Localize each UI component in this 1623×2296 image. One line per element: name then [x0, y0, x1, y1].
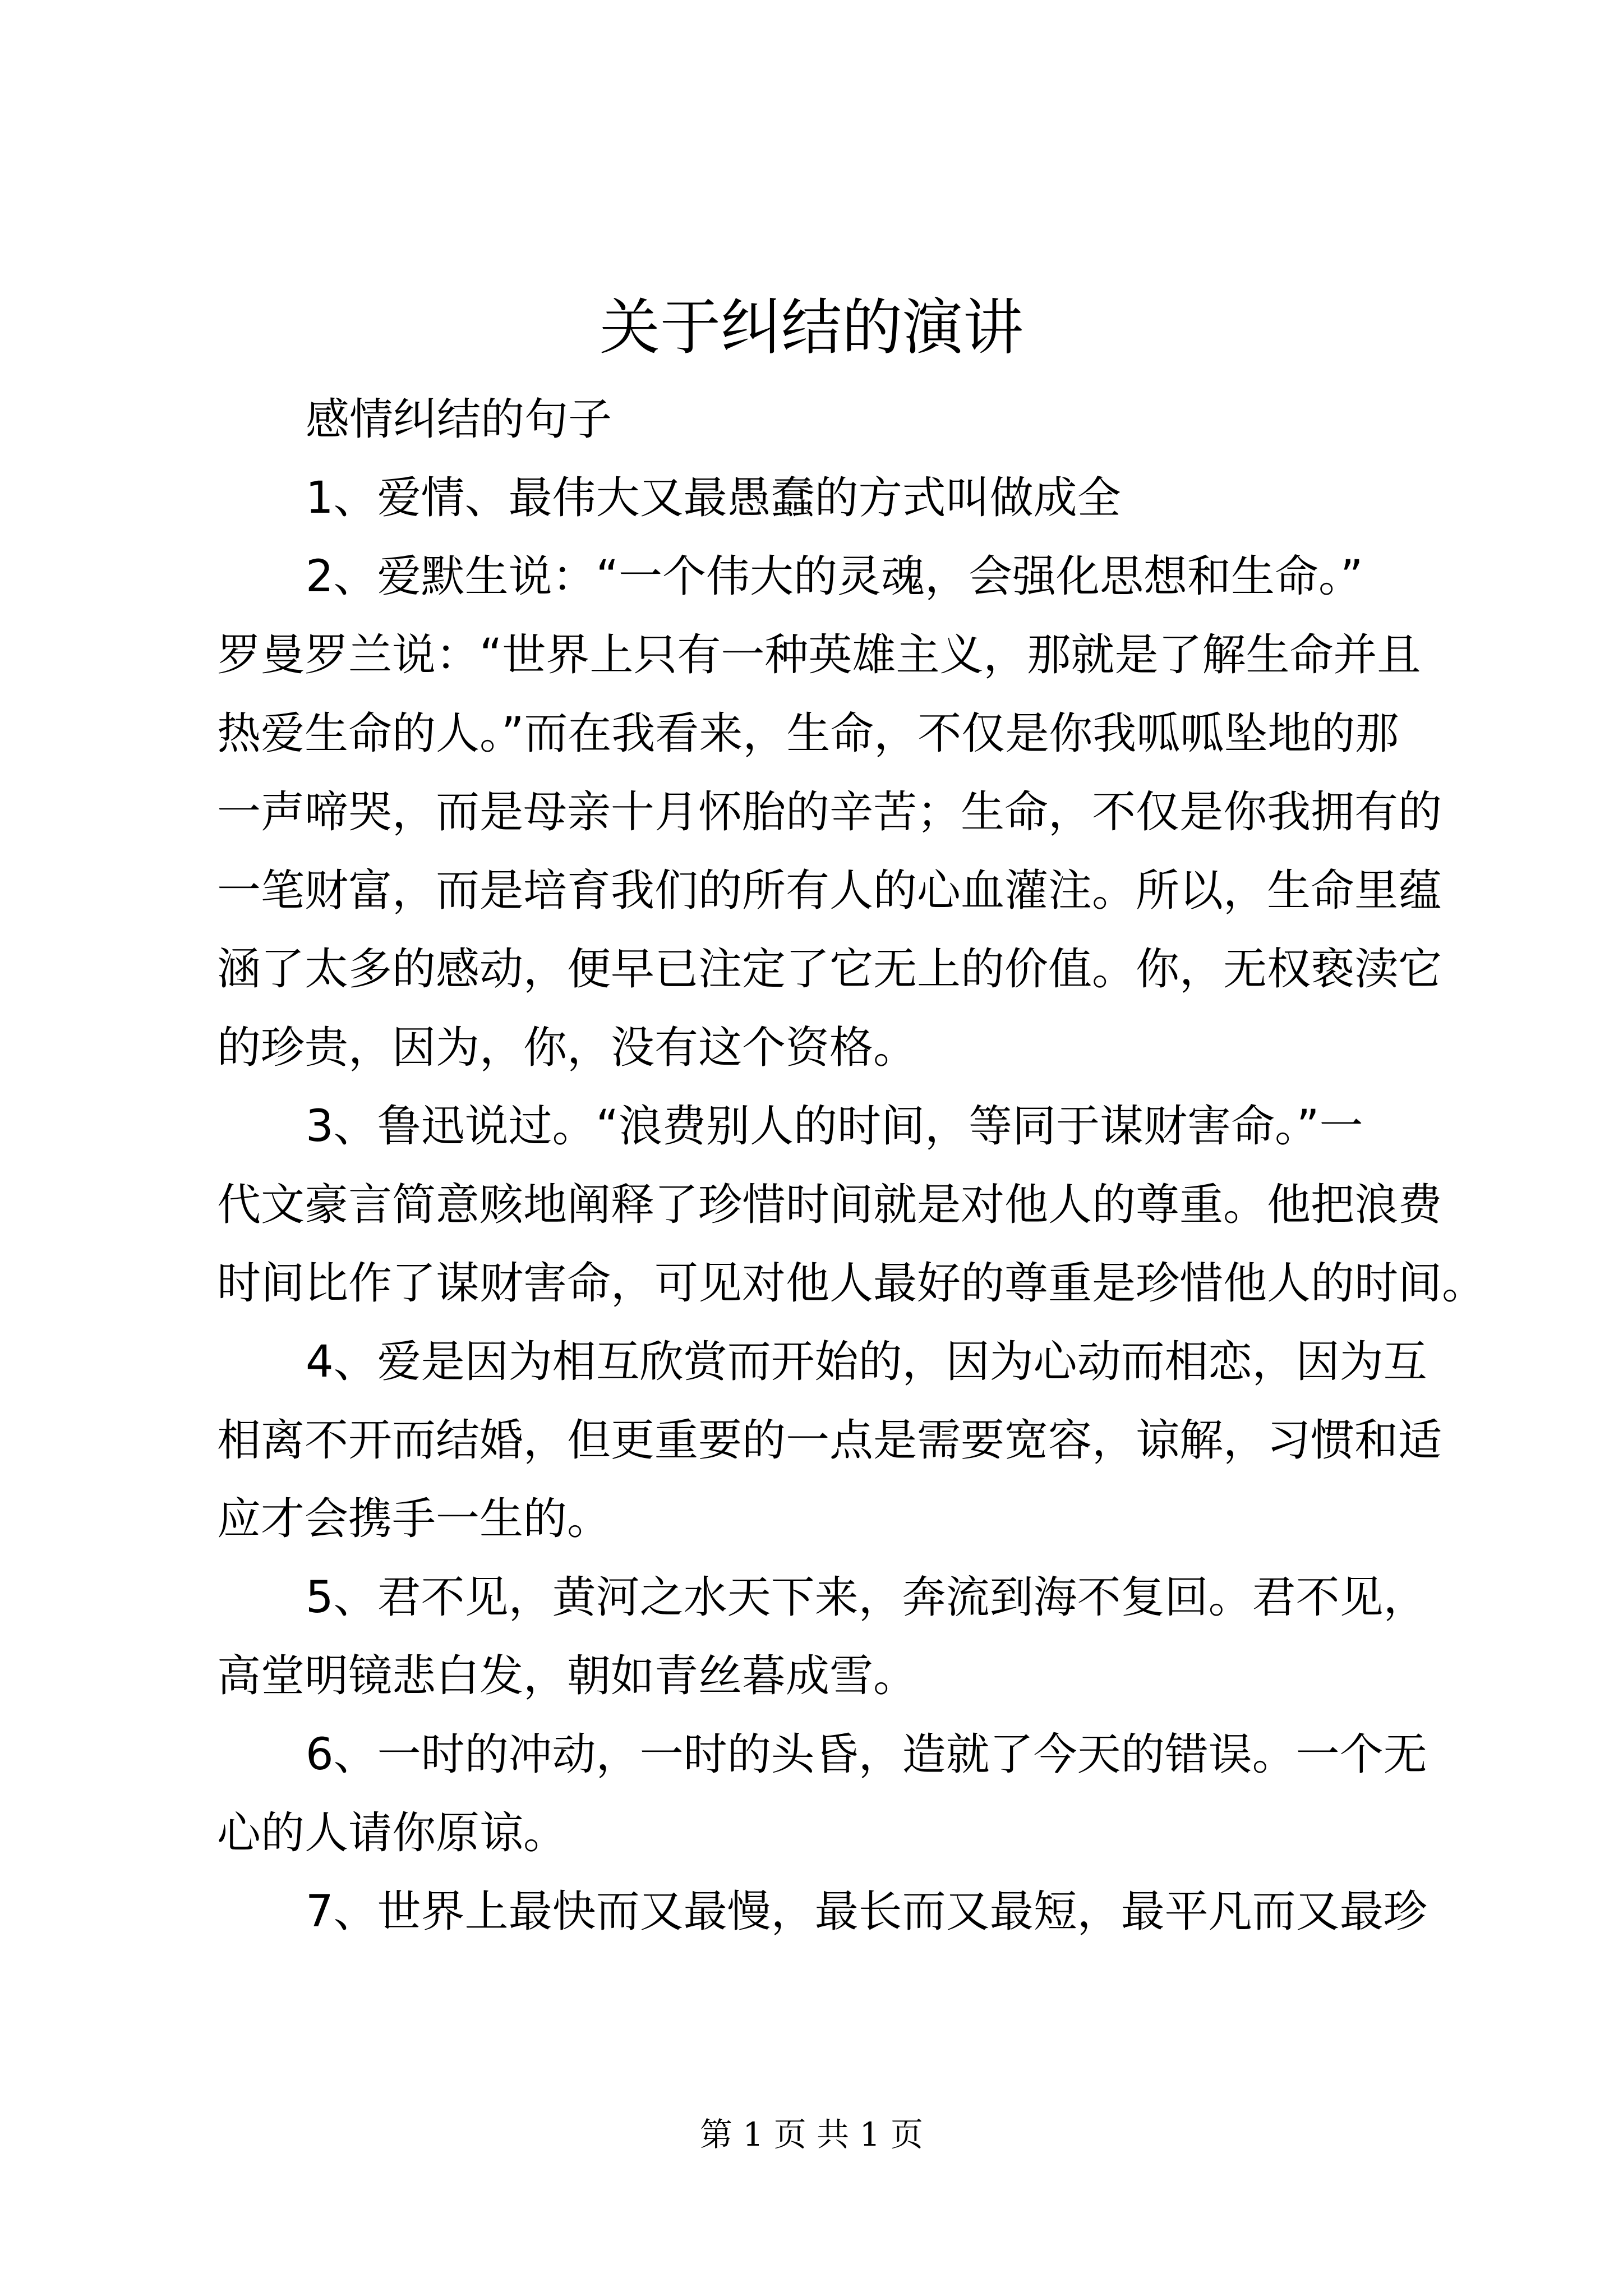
body-line: 6、一时的冲动，一时的头昏，造就了今天的错误。一个无 — [306, 1729, 1427, 1780]
body-line: 相离不开而结婚，但更重要的一点是需要宽容，谅解，习惯和适 — [217, 1415, 1442, 1466]
body-line: 代文豪言简意赅地阐释了珍惜时间就是对他人的尊重。他把浪费 — [217, 1180, 1442, 1230]
document-title: 关于纠结的演讲 — [599, 293, 1023, 363]
page-footer: 第 1 页 共 1 页 — [700, 2115, 923, 2154]
body-line: 5、君不见，黄河之水天下来，奔流到海不复回。君不见， — [306, 1572, 1427, 1623]
body-line: 罗曼罗兰说：“世界上只有一种英雄主义，那就是了解生命并且 — [217, 630, 1421, 680]
body-line: 7、世界上最快而又最慢，最长而又最短，最平凡而又最珍 — [306, 1887, 1427, 1937]
body-line: 3、鲁迅说过。“浪费别人的时间，等同于谋财害命。”一 — [306, 1101, 1363, 1152]
body-line: 感情纠结的句子 — [306, 394, 612, 445]
body-line: 心的人请你原谅。 — [217, 1808, 568, 1858]
body-line: 涵了太多的感动，便早已注定了它无上的价值。你，无权亵渎它 — [217, 944, 1442, 995]
body-line: 应才会携手一生的。 — [217, 1494, 611, 1544]
body-line: 一笔财富，而是培育我们的所有人的心血灌注。所以，生命里蕴 — [217, 866, 1442, 916]
body-line: 一声啼哭，而是母亲十月怀胎的辛苦；生命，不仅是你我拥有的 — [217, 787, 1442, 838]
body-line: 时间比作了谋财害命，可见对他人最好的尊重是珍惜他人的时间。 — [217, 1258, 1486, 1309]
body-line: 1、爱情、最伟大又最愚蠢的方式叫做成全 — [306, 473, 1121, 523]
body-line: 热爱生命的人。”而在我看来，生命，不仅是你我呱呱坠地的那 — [217, 708, 1399, 759]
body-line: 高堂明镜悲白发，朝如青丝暮成雪。 — [217, 1651, 917, 1701]
body-line: 的珍贵，因为，你，没有这个资格。 — [217, 1023, 917, 1073]
body-line: 2、爱默生说：“一个伟大的灵魂，会强化思想和生命。” — [306, 551, 1363, 602]
body-line: 4、爱是因为相互欣赏而开始的，因为心动而相恋，因为互 — [306, 1337, 1427, 1387]
